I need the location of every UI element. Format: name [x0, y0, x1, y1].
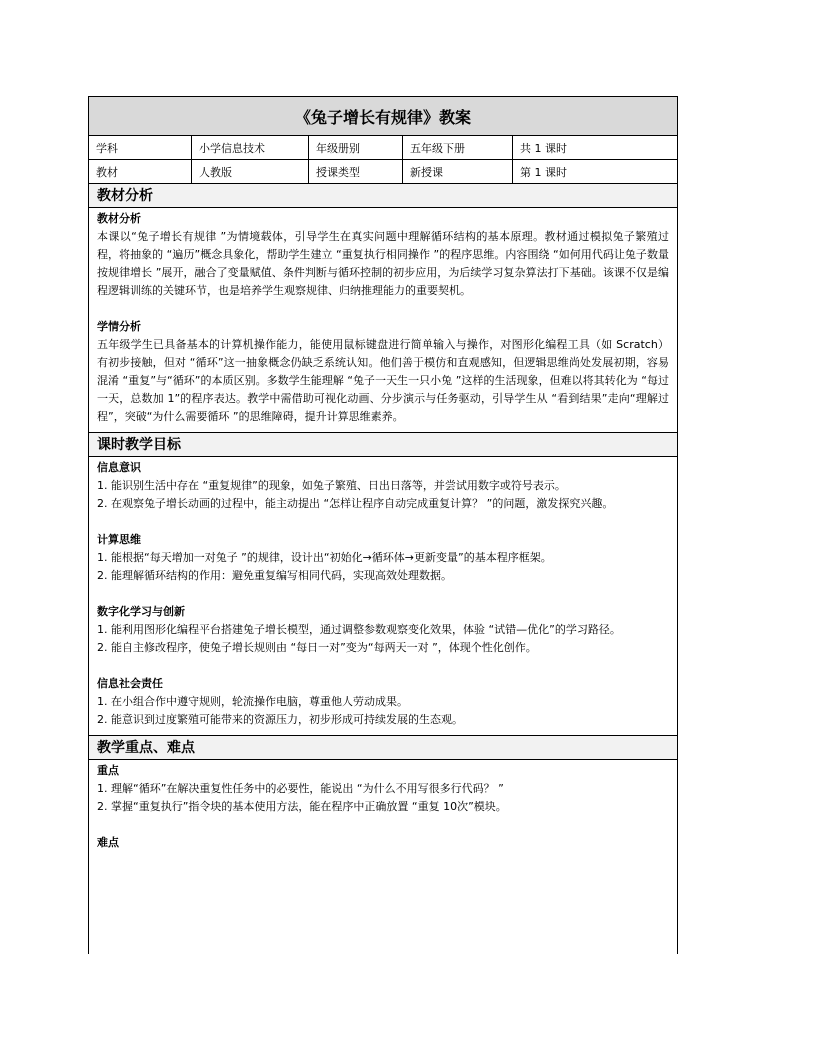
- key-point-item: 1. 理解“循环”在解决重复性任务中的必要性，能说出 “为什么不用写很多行代码？ ”: [97, 782, 504, 795]
- section-heading-focus: 教学重点、难点: [89, 736, 677, 760]
- current-hour: 第 1 课时: [520, 165, 567, 179]
- subheading-student-analysis: 学情分析: [97, 320, 141, 333]
- subheading-key-points: 重点: [97, 764, 119, 777]
- section-body-analysis: [89, 208, 677, 433]
- key-point-item: 2. 掌握“重复执行”指令块的基本使用方法，能在程序中正确放置 “重复 10次”模块。: [97, 800, 507, 813]
- section-heading-analysis: 教材分析: [89, 184, 677, 208]
- lesson-type-label: 授课类型: [309, 160, 403, 183]
- lesson-type-value: 新授课: [403, 160, 513, 183]
- document-title: 《兔子增长有规律》教案: [89, 97, 677, 136]
- textbook-value: 人教版: [192, 160, 309, 183]
- goal-group-title: 计算思维: [97, 533, 141, 546]
- section-heading-goals: 课时教学目标: [89, 433, 677, 457]
- goal-item: 2. 能意识到过度繁殖可能带来的资源压力，初步形成可持续发展的生态观。: [97, 713, 463, 726]
- goal-item: 2. 能理解循环结构的作用：避免重复编写相同代码，实现高效处理数据。: [97, 569, 452, 582]
- goal-item: 1. 在小组合作中遵守规则，轮流操作电脑，尊重他人劳动成果。: [97, 695, 408, 708]
- section-body-goals: [89, 457, 677, 736]
- paragraph-textbook-analysis: 本课以“兔子增长有规律 ”为情境载体，引导学生在真实问题中理解循环结构的基本原理。教材通过模拟兔子繁殖过程，将抽象的 “遍历”概念具象化，帮助学生建立 “重复执行相同操作 ”的程序思维。内容围绕 “如何用代码让兔子数量按规律增长 ”展开，融合了变量赋值、条件判断与循环控制的初步应用，为后续学习复杂算法打下基础。该课不仅是编程逻辑训练的关键环节，也是培养学生观察规律、归纳推理能力的重要契机。: [97, 230, 669, 297]
- subheading-textbook-analysis: 教材分析: [97, 212, 141, 225]
- goal-item: 2. 能自主修改程序，使兔子增长规则由 “每日一对”变为“每两天一对 ”，体现个性化创作。: [97, 641, 537, 654]
- goal-group-title: 信息意识: [97, 461, 141, 474]
- grade-label: 年级册别: [309, 136, 403, 159]
- section-body-focus: [89, 760, 677, 858]
- grade-value: 五年级下册: [403, 136, 513, 159]
- info-row-1: [89, 136, 677, 160]
- subject-label: 学科: [89, 136, 192, 159]
- textbook-label: 教材: [89, 160, 192, 183]
- goal-item: 1. 能利用图形化编程平台搭建兔子增长模型，通过调整参数观察变化效果，体验 “试错—优化”的学习路径。: [97, 623, 621, 636]
- goal-item: 2. 在观察兔子增长动画的过程中，能主动提出 “怎样让程序自动完成重复计算？ ”的问题，激发探究兴趣。: [97, 497, 614, 510]
- goal-item: 1. 能根据“每天增加一对兔子 ”的规律，设计出“初始化→循环体→更新变量”的基本程序框架。: [97, 551, 552, 564]
- total-hours: 共 1 课时: [520, 141, 567, 155]
- info-row-2: [89, 160, 677, 184]
- subject-value: 小学信息技术: [192, 136, 309, 159]
- subheading-difficulties: 难点: [97, 836, 119, 849]
- goal-item: 1. 能识别生活中存在 “重复规律”的现象，如兔子繁殖、日出日落等，并尝试用数字或符号表示。: [97, 479, 566, 492]
- paragraph-student-analysis: 五年级学生已具备基本的计算机操作能力，能使用鼠标键盘进行简单输入与操作，对图形化编程工具（如 Scratch）有初步接触，但对 “循环”这一抽象概念仍缺乏系统认知。他们善于模仿和直观感知，但逻辑思维尚处发展初期，容易混淆 “重复”与“循环”的本质区别。多数学生能理解 “兔子一天生一只小兔 ”这样的生活现象，但难以将其转化为 “每过一天，总数加 1”的程序表达。教学中需借助可视化动画、分步演示与任务驱动，引导学生从 “看到结果”走向“理解过程”，突破“为什么需要循环 ”的思维障碍，提升计算思维素养。: [97, 338, 669, 423]
- lesson-plan-table: [88, 96, 678, 954]
- goal-group-title: 信息社会责任: [97, 677, 163, 690]
- goal-group-title: 数字化学习与创新: [97, 605, 185, 618]
